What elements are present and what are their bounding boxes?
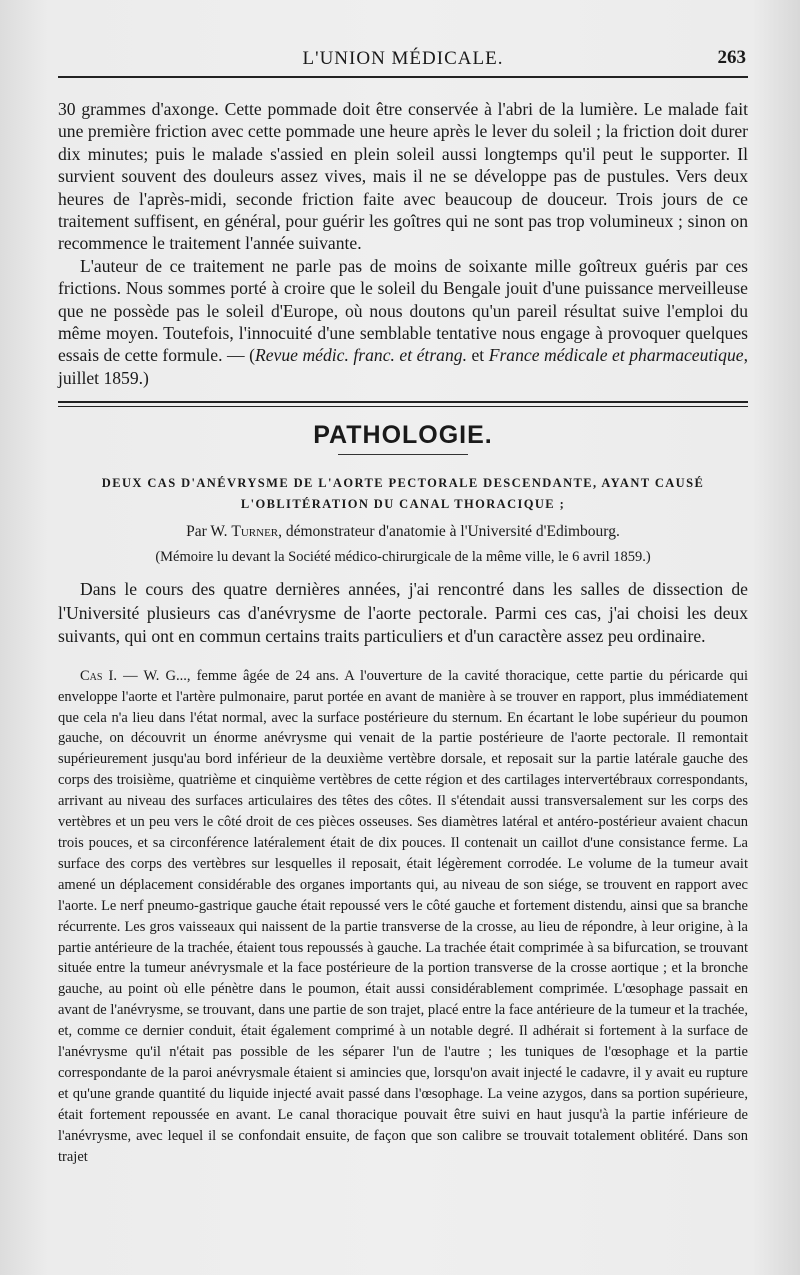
- section-title: PATHOLOGIE.: [313, 421, 493, 450]
- intro-paragraph-2: [58, 255, 748, 389]
- case-text: — W. G..., femme âgée de 24 ans. A l'ouverture de la cavité thoracique, cette partie du péricarde qui enveloppe l'aorte et l'artère pulmonaire, parut portée en avant de manière à se trouver en rapport, plus immédiatement que cela n'a lieu dans l'état normal, avec la surface postérieure du sternum. En écartant le lobe supérieur du poumon gauche, on découvrit un énorme anévrysme qui venait de la partie postérieure de l'aorte pectorale. Il remontait supérieurement jusqu'au bord inférieur de la deuxième vertèbre dorsale, et reposait sur la partie latérale gauche des corps des troisième, quatrième et cinquième vertèbres de cette région et des cartilages intervertébraux correspondants, arrivant au niveau des surfaces articulaires des têtes des côtes. Il s'étendait aussi transversalement sur les corps des vertèbres et un peu vers le côté droit de ces pièces osseuses. Ses diamètres latéral et antéro-postérieur avaient chacun trois pouces, et sa circonférence latéralement était de dix pouces. Il contenait un caillot d'une consistance ferme. La surface des corps des vertèbres sur lesquelles il reposait, était légèrement corrodée. Le volume de la tumeur avait amené un déplacement considérable des organes importants qui, au niveau de son siége, se trouvent en rapport avec l'aorte. Le nerf pneumo-gastrique gauche était repoussé vers le côté gauche et fortement distendu, ainsi que sa branche récurrente. Les gros vaisseaux qui naissent de la partie transverse de la crosse, au lieu de répondre, à leur origine, à la partie antérieure de la trachée, étaient tous repoussés à gauche. La trachée était comprimée à sa bifurcation, se trouvant située entre la tumeur anévrysmale et la face postérieure de la portion transverse de la crosse aortique ; et la bronche gauche, au point où elle pénètre dans le poumon, était aussi considérablement comprimée. L'œsophage passait en avant de l'anévrysme, se trouvant, dans une partie de son trajet, placé entre la face antérieure de la tumeur et la trachée, et, comme ce dernier conduit, était également comprimé à un notable degré. Il adhérait si fortement à la surface de l'anévrysme qu'il n'était pas possible de les séparer l'un de l'autre ; les tuniques de l'œsophage et la partie correspondante de la paroi anévrysmale étaient si amincies que, lorsqu'on avait injecté le cadavre, il y avait eu rupture et qu'une grande quantité du liquide injecté avait passé dans l'œsophage. La veine azygos, dans sa portion supérieure, était fortement repoussée en avant. Le canal thoracique pouvait être suivi en haut jusqu'à la partie inférieure de l'anévrysme, avec lequel il se confondait ensuite, de façon que son calibre se trouvait totalement oblitéré. Dans son trajet: [58, 667, 748, 1165]
- source-connector: et: [466, 345, 489, 366]
- source-france-medicale: France médicale et pharmaceutique: [488, 345, 744, 366]
- intro-text: [58, 98, 748, 389]
- byline: [58, 523, 748, 541]
- byline-suffix: , démonstrateur d'anatomie à l'Université d'Edimbourg.: [278, 523, 620, 541]
- page-header: [58, 0, 748, 78]
- author-name: Turner: [231, 523, 279, 541]
- article-title: DEUX CAS D'ANÉVRYSME DE L'AORTE PECTORALE DESCENDANTE, AYANT CAUSÉ L'OBLITÉRATION DU CANAL THORACIQUE ;: [101, 476, 705, 512]
- lead-paragraph: Dans le cours des quatre dernières années, j'ai rencontré dans les salles de dissection de l'Université plusieurs cas d'anévrysme de l'aorte pectorale. Parmi ces cas, j'ai choisi les deux suivants, qui ont en commun certains traits particuliers et d'un caractère assez peu ordinaire.: [58, 579, 748, 646]
- source-revue: Revue médic. franc. et étrang.: [254, 345, 467, 366]
- page-number: 263: [717, 47, 746, 68]
- byline-prefix: Par W.: [186, 523, 232, 541]
- title-rule: [338, 454, 468, 455]
- case-label: Cas I.: [80, 667, 118, 684]
- section-divider: [58, 401, 748, 407]
- case-paragraph: [58, 666, 748, 1168]
- running-title: L'UNION MÉDICALE.: [302, 48, 504, 69]
- memoir-note: (Mémoire lu devant la Société médico-chirurgicale de la même ville, le 6 avril 1859.): [155, 549, 651, 566]
- intro-paragraph-2-text: L'auteur de ce traitement ne parle pas de moins de soixante mille goîtreux guéris par ces frictions. Nous sommes porté à croire que le soleil du Bengale jouit d'une puissance merveilleuse que ne possède pas le soleil d'Europe, où nous doutons qu'un pareil résultat suive l'emploi du même moyen. Toutefois, l'innocuité d'une semblable tentative nous engage à provoquer quelques essais de cette formule. — (: [58, 255, 748, 366]
- source-date: , juillet 1859.): [58, 345, 748, 388]
- intro-paragraph-1: 30 grammes d'axonge. Cette pommade doit être conservée à l'abri de la lumière. Le malade fait une première friction avec cette pommade une heure après le lever du soleil ; la friction doit durer dix minutes; puis le malade s'assied en plein soleil aussi longtemps qu'il peut le supporter. Il survient souvent des douleurs assez vives, mais il ne se développe pas de pustules. Vers deux heures de l'après-midi, seconde friction faite avec beaucoup de douceur. Trois jours de ce traitement suffisent, en général, pour guérir les goîtres qui ne sont pas trop volumineux ; sinon on recommence le traitement l'année suivante.: [58, 99, 748, 254]
